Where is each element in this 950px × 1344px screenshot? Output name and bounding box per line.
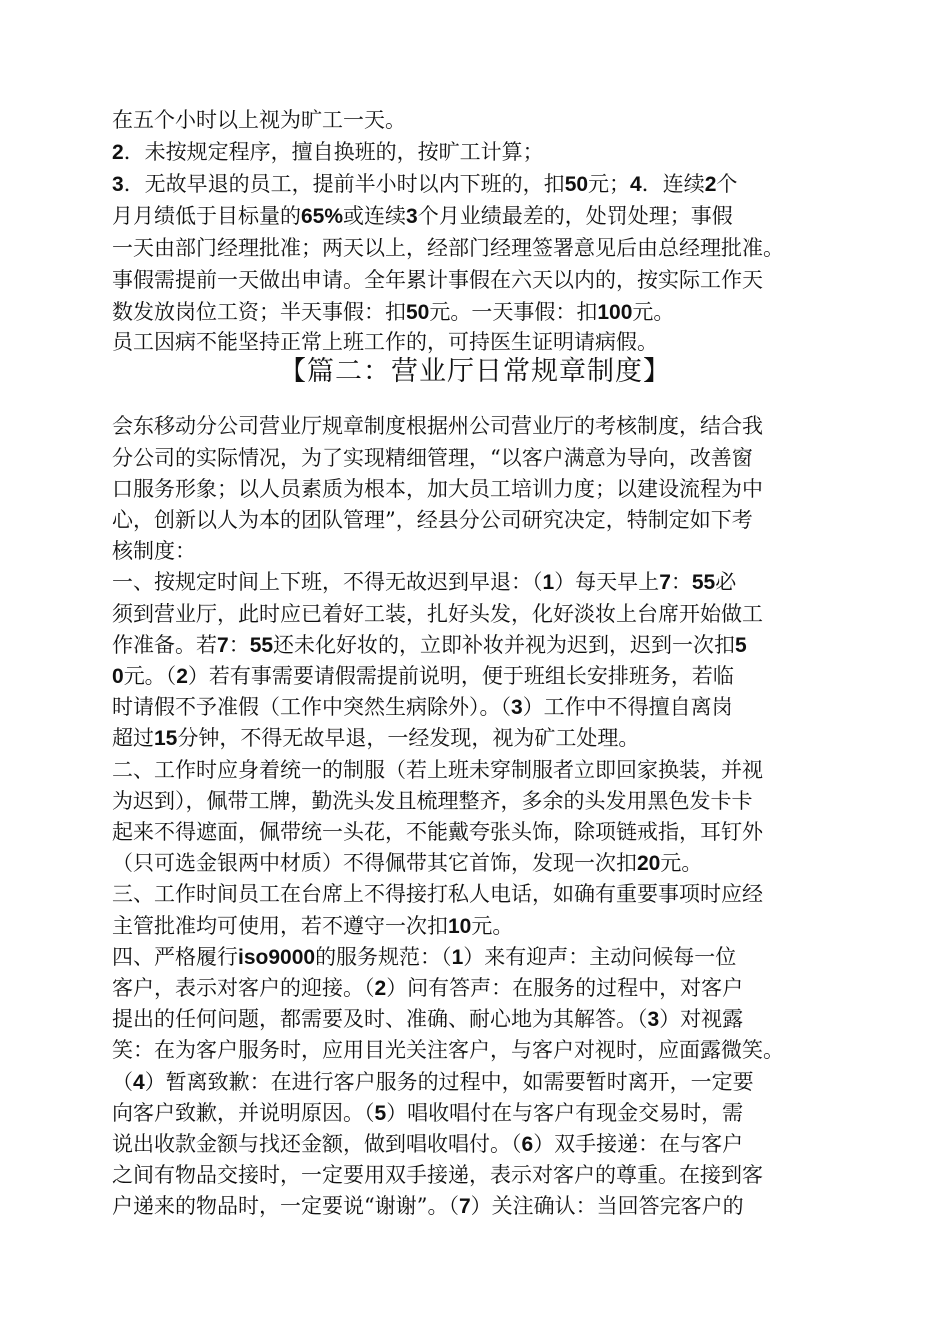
text-line: 0元。（2）若有事需要请假需提前说明，便于班组长安排班务，若临 — [112, 664, 734, 688]
text-line: 为迟到），佩带工牌，勤洗头发且梳理整齐，多余的头发用黑色发卡卡 — [112, 789, 753, 813]
text-line: 说出收款金额与找还金额，做到唱收唱付。（6）双手接递：在与客户 — [112, 1132, 744, 1156]
text-line: （4）暂离致歉：在进行客户服务的过程中，如需要暂时离开，一定要 — [112, 1070, 754, 1094]
text-line: 一天由部门经理批准；两天以上，经部门经理签署意见后由总经理批准。 — [112, 236, 784, 260]
text-line: 月月绩低于目标量的65%或连续3个月业绩最差的，处罚处理；事假 — [112, 204, 733, 228]
text-line: 须到营业厅，此时应已着好工装，扎好头发，化好淡妆上台席开始做工 — [112, 602, 763, 626]
text-line: 向客户致歉，并说明原因。（5）唱收唱付在与客户有现金交易时，需 — [112, 1101, 744, 1125]
text-line: 超过15分钟，不得无故早退，一经发现，视为矿工处理。 — [112, 726, 640, 750]
text-line: 提出的任何问题，都需要及时、准确、耐心地为其解答。（3）对视露 — [112, 1007, 744, 1031]
text-line: 数发放岗位工资；半天事假：扣50元。一天事假：扣100元。 — [112, 300, 675, 324]
text-line: （只可选金银两中材质）不得佩带其它首饰，发现一次扣20元。 — [112, 851, 703, 875]
text-line: 主管批准均可使用，若不遵守一次扣10元。 — [112, 914, 514, 938]
text-line: 3．无故早退的员工，提前半小时以内下班的，扣50元；4．连续2个 — [112, 172, 738, 196]
chapter-title: 【篇二：营业厅日常规章制度】 — [279, 356, 671, 387]
text-line: 作准备。若7：55还未化好妆的，立即补妆并视为迟到，迟到一次扣5 — [112, 633, 747, 657]
text-line: 之间有物品交接时，一定要用双手接递，表示对客户的尊重。在接到客 — [112, 1163, 763, 1187]
text-line: 2．未按规定程序，擅自换班的，按旷工计算； — [112, 140, 544, 164]
text-line: 起来不得遮面，佩带统一头花，不能戴夸张头饰，除项链戒指，耳钉外 — [112, 820, 763, 844]
text-line: 笑：在为客户服务时，应用目光关注客户，与客户对视时，应面露微笑。 — [112, 1038, 784, 1062]
text-line: 心，创新以人为本的团队管理”，经县分公司研究决定，特制定如下考 — [112, 508, 753, 532]
text-line: 一、按规定时间上下班，不得无故迟到早退：（1）每天早上7：55必 — [112, 570, 737, 594]
text-line: 口服务形象；以人员素质为根本，加大员工培训力度；以建设流程为中 — [112, 477, 763, 501]
text-line: 在五个小时以上视为旷工一天。 — [112, 108, 406, 132]
text-line: 会东移动分公司营业厅规章制度根据州公司营业厅的考核制度，结合我 — [112, 414, 763, 438]
text-line: 事假需提前一天做出申请。全年累计事假在六天以内的，按实际工作天 — [112, 268, 763, 292]
text-line: 核制度： — [112, 539, 196, 563]
text-line: 分公司的实际情况，为了实现精细管理，“以客户满意为导向，改善窗 — [112, 446, 753, 470]
text-line: 户递来的物品时，一定要说“谢谢”。（7）关注确认：当回答完客户的 — [112, 1194, 744, 1218]
text-line: 二、工作时应身着统一的制服（若上班未穿制服者立即回家换装，并视 — [112, 758, 763, 782]
text-line: 四、严格履行iso9000的服务规范：（1）来有迎声：主动问候每一位 — [112, 945, 737, 969]
text-line: 员工因病不能坚持正常上班工作的，可持医生证明请病假。 — [112, 330, 658, 354]
text-line: 三、工作时间员工在台席上不得接打私人电话，如确有重要事项时应经 — [112, 882, 763, 906]
text-line: 客户，表示对客户的迎接。（2）问有答声：在服务的过程中，对客户 — [112, 976, 744, 1000]
text-line: 时请假不予准假（工作中突然生病除外）。（3）工作中不得擅自离岗 — [112, 695, 733, 719]
